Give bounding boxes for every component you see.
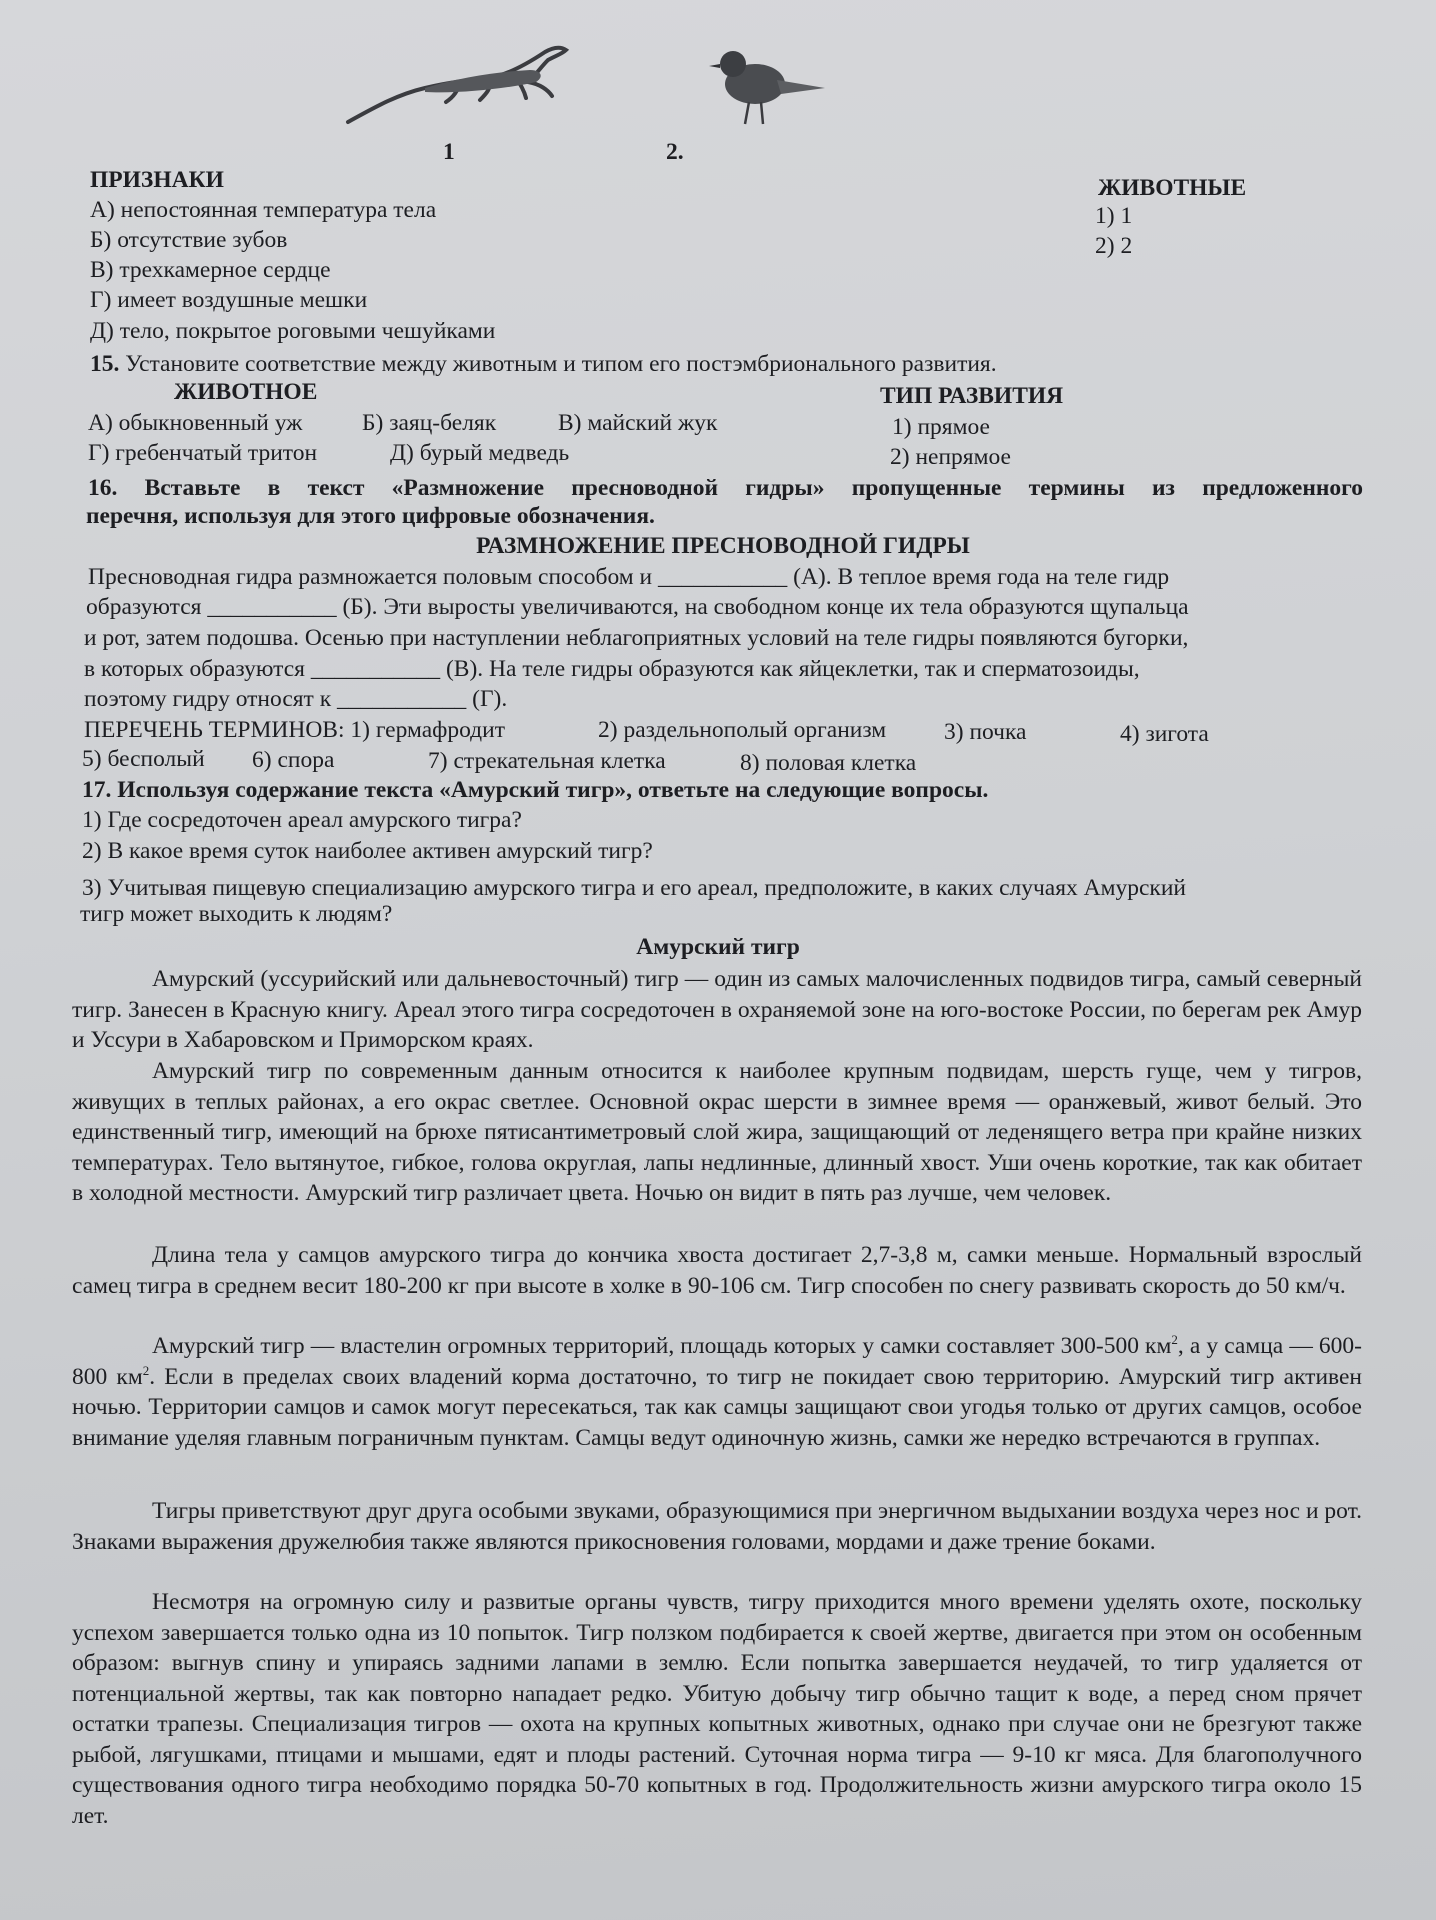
article-paragraph — [72, 1331, 1362, 1453]
animal-option: 2) 2 — [1095, 233, 1133, 259]
paragraph-text: Амурский тигр — властелин огромных территорий, площадь которых у самки составляет 300-500 км — [152, 1333, 1172, 1359]
question-17-item: 3) Учитывая пищевую специализацию амурского тигра и его ареал, предположите, в каких случаях Амурский — [82, 875, 1187, 901]
paragraph-text: , а у самца — 600-800 км — [72, 1333, 1362, 1390]
term-item: 4) зигота — [1120, 721, 1209, 747]
animal-item: Г) гребенчатый тритон — [88, 440, 318, 466]
hydra-text-line: поэтому гидру относят к ___________ (Г). — [84, 686, 508, 712]
question-17-line: 17. Используя содержание текста «Амурский тигр», ответьте на следующие вопросы. — [82, 777, 989, 803]
superscript: 2 — [142, 1362, 150, 1378]
development-type-header: ТИП РАЗВИТИЯ — [880, 383, 1064, 409]
bird-illustration — [705, 42, 835, 132]
animal-option: 1) 1 — [1095, 203, 1133, 229]
animal-item: Б) заяц-беляк — [362, 410, 497, 436]
figure-label-2: 2. — [666, 139, 684, 165]
development-type-option: 1) прямое — [892, 414, 990, 440]
question-16-line: 16. Вставьте в текст «Размножение пресноводной гидры» пропущенные термины из предложенного — [88, 475, 1363, 501]
term-item: 2) раздельнополый организм — [598, 717, 887, 743]
feature-item: Б) отсутствие зубов — [90, 227, 288, 253]
hydra-text-line: образуются ___________ (Б). Эти выросты увеличиваются, на свободном конце их тела образуются щупальца — [86, 594, 1189, 620]
article-paragraph — [72, 1240, 1362, 1301]
animal-column-header: ЖИВОТНОЕ — [174, 379, 318, 405]
feature-item: В) трехкамерное сердце — [90, 257, 331, 283]
article-paragraph — [72, 1587, 1362, 1831]
feature-item: Г) имеет воздушные мешки — [90, 287, 368, 313]
hydra-text-line: и рот, затем подошва. Осенью при наступлении неблагоприятных условий на теле гидры появляются бугорки, — [84, 625, 1189, 651]
hydra-text-line: Пресноводная гидра размножается половым способом и ___________ (А). В теплое время года на теле гидр — [88, 564, 1170, 590]
paragraph-text: Тигры приветствуют друг друга особыми звуками, образующимися при энергичном выдыхании воздуха через нос и рот. Знаками выражения дружелюбия также являются прикосновения головами, мордами и даже трение боками. — [72, 1498, 1362, 1555]
article-title: Амурский тигр — [636, 934, 800, 960]
paragraph-text: . Если в пределах своих владений корма достаточно, то тигр не покидает свою территорию. Амурский тигр активен ночью. Территории самцов и самок могут пересекаться, так как самцы защищают свои угодья только от других самцов, особое внимание уделяя главным пограничным пунктам. Самцы ведут одиночную жизнь, самки же нередко встречаются в группах. — [72, 1363, 1362, 1451]
features-header: ПРИЗНАКИ — [90, 167, 224, 193]
paragraph-text: Несмотря на огромную силу и развитые органы чувств, тигру приходится много времени уделять охоте, поскольку успехом завершается только одна из 10 попыток. Тигр ползком подбирается к своей жертве, двигается при этом он особенным образом: выгнув спину и упираясь задними лапами в землю. Если попытка завершается неудачей, то тигр удаляется от потенциальной жертвы, так как повторно нападает редко. Убитую добычу тигр обычно тащит к воде, а перед сном прячет остатки трапезы. Специализация тигров — охота на крупных копытных животных, однако при случае они не брезгуют также рыбой, лягушками, птицами и мышами, едят и плоды растений. Суточная норма тигра — 9-10 кг мяса. Для благополучного существования одного тигра необходимо порядка 50-70 копытных в год. Продолжительность жизни амурского тигра около 15 лет. — [72, 1589, 1362, 1829]
question-text: Установите соответствие между животным и типом его постэмбрионального развития. — [125, 351, 997, 377]
question-number: 15. — [90, 351, 120, 377]
term-item: 5) бесполый — [82, 746, 205, 772]
figure-label-1: 1 — [443, 139, 455, 165]
animals-header: ЖИВОТНЫЕ — [1098, 175, 1247, 201]
question-16-line: перечня, используя для этого цифровые обозначения. — [86, 503, 655, 529]
animal-item: В) майский жук — [558, 410, 718, 436]
question-17-item: тигр может выходить к людям? — [80, 901, 393, 927]
question-17-item: 2) В какое время суток наиболее активен амурский тигр? — [82, 838, 653, 864]
feature-item: А) непостоянная температура тела — [90, 197, 437, 223]
paragraph-text: Длина тела у самцов амурского тигра до кончика хвоста достигает 2,7-3,8 м, самки меньше. Нормальный взрослый самец тигра в среднем весит 180-200 кг при высоте в холке в 90-106 см. Тигр способен по снегу развивать скорость до 50 км/ч. — [72, 1242, 1362, 1299]
development-type-option: 2) непрямое — [890, 444, 1011, 470]
question-17-item: 1) Где сосредоточен ареал амурского тигра? — [82, 807, 522, 833]
hydra-text-line: в которых образуются ___________ (В). На теле гидры образуются как яйцеклетки, так и сперматозоиды, — [84, 656, 1140, 682]
animal-item: Д) бурый медведь — [390, 440, 570, 466]
article-paragraph — [72, 1496, 1362, 1557]
term-item: ПЕРЕЧЕНЬ ТЕРМИНОВ: 1) гермафродит — [84, 717, 505, 743]
question-15 — [90, 349, 997, 379]
hydra-text-title: РАЗМНОЖЕНИЕ ПРЕСНОВОДНОЙ ГИДРЫ — [476, 533, 970, 559]
article-paragraph — [72, 964, 1362, 1056]
term-item: 8) половая клетка — [740, 750, 917, 776]
paragraph-text: Амурский тигр по современным данным относится к наиболее крупным подвидам, шерсть гуще, чем у тигров, живущих в теплых районах, а его окрас светлее. Основной окрас шерсти в зимнее время — оранжевый, живот белый. Это единственный тигр, имеющий на брюхе пятисантиметровый слой жира, защищающий от леденящего ветра при крайне низких температурах. Тело вытянутое, гибкое, голова округлая, лапы недлинные, длинный хвост. Уши очень короткие, так как обитает в холодной местности. Амурский тигр различает цвета. Ночью он видит в пять раз лучше, чем человек. — [72, 1058, 1362, 1206]
term-item: 6) спора — [252, 747, 335, 773]
article-paragraph — [72, 1056, 1362, 1209]
feature-item: Д) тело, покрытое роговыми чешуйками — [90, 318, 496, 344]
paragraph-text: Амурский (уссурийский или дальневосточный) тигр — один из самых малочисленных подвидов тигра, самый северный тигр. Занесен в Красную книгу. Ареал этого тигра сосредоточен в охраняемой зоне на юго-востоке России, по берегам рек Амур и Уссури в Хабаровском и Приморском краях. — [72, 966, 1362, 1053]
term-item: 3) почка — [944, 719, 1027, 745]
animal-item: А) обыкновенный уж — [88, 410, 303, 436]
superscript: 2 — [1171, 1332, 1178, 1348]
term-item: 7) стрекательная клетка — [428, 748, 666, 774]
lizard-illustration — [340, 40, 580, 130]
